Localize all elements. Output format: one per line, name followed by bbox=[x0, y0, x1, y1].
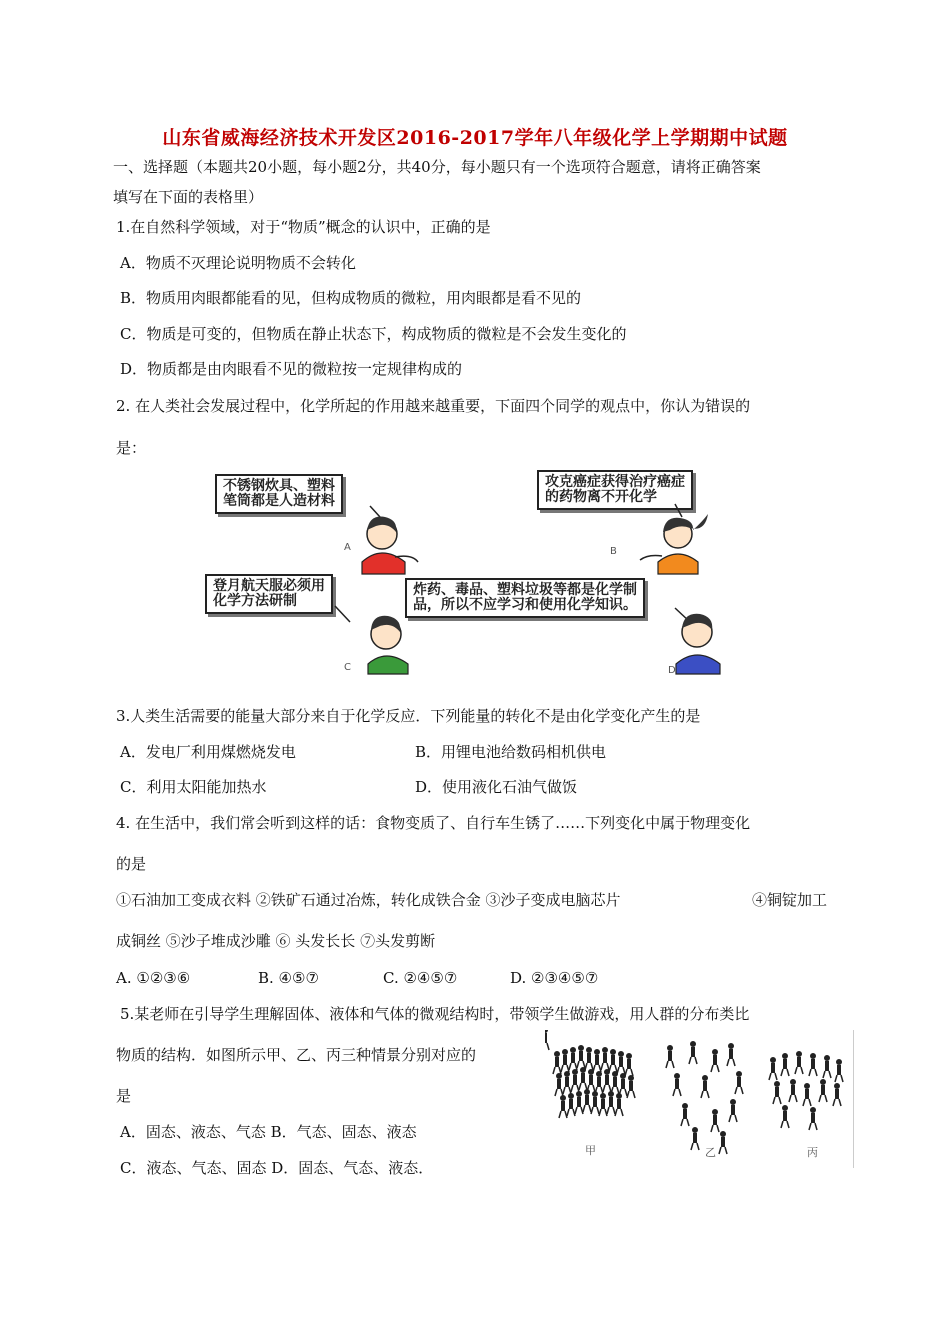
q4-option-d: D. ②③④⑤⑦ bbox=[510, 969, 599, 987]
q4-items-line1-end: ④铜锭加工 bbox=[752, 891, 828, 909]
student-b-figure bbox=[640, 504, 708, 574]
q1-option-d: D．物质都是由肉眼看不见的微粒按一定规律构成的 bbox=[120, 360, 463, 378]
speech-bubble-d: 炸药、毒品、塑料垃圾等都是化学制 品，所以不应学习和使用化学知识。 bbox=[405, 578, 645, 618]
label-a: A bbox=[344, 542, 351, 553]
student-a-figure bbox=[362, 506, 418, 574]
q3-option-d: D．使用液化石油气做饭 bbox=[415, 778, 578, 796]
q4-stem-line1: 4. 在生活中，我们常会听到这样的话：食物变质了、自行车生锈了……下列变化中属于物理变化 bbox=[116, 814, 751, 832]
q4-option-a: A. ①②③⑥ bbox=[116, 969, 191, 987]
q2-stem-line2: 是： bbox=[116, 439, 147, 457]
label-d: D bbox=[668, 665, 676, 676]
q3-option-a: A．发电厂利用煤燃烧发电 bbox=[120, 743, 296, 761]
q5-stem-line3: 是 bbox=[116, 1087, 132, 1105]
q1-option-b: B．物质用肉眼都能看的见，但构成物质的微粒，用肉眼都是看不见的 bbox=[120, 289, 582, 307]
section-heading-line1: 一、选择题（本题共20小题，每小题2分，共40分，每小题只有一个选项符合题意，请将正确答案 bbox=[113, 158, 761, 176]
speech-bubble-b: 攻克癌症获得治疗癌症 的药物离不开化学 bbox=[537, 470, 693, 510]
page-title: 山东省威海经济技术开发区2016-2017学年八年级化学上学期期中试题 bbox=[162, 127, 788, 149]
q1-option-a: A．物质不灭理论说明物质不会转化 bbox=[120, 254, 356, 272]
speech-bubble-c: 登月航天服必须用 化学方法研制 bbox=[205, 574, 333, 614]
q1-stem: 1.在自然科学领域，对于“物质”概念的认识中，正确的是 bbox=[116, 218, 491, 236]
q5-figure bbox=[545, 1030, 854, 1168]
crowd-yi bbox=[666, 1041, 743, 1154]
q4-stem-line2: 的是 bbox=[116, 855, 147, 873]
q3-stem: 3.人类生活需要的能量大部分来自于化学反应．下列能量的转化不是由化学变化产生的是 bbox=[116, 707, 701, 725]
label-b: B bbox=[610, 546, 617, 557]
q4-option-b: B. ④⑤⑦ bbox=[258, 969, 319, 987]
label-jia: 甲 bbox=[585, 1144, 596, 1157]
label-bing: 丙 bbox=[807, 1146, 818, 1159]
crowd-bing bbox=[769, 1051, 843, 1130]
section-heading-line2: 填写在下面的表格里） bbox=[113, 188, 264, 206]
q4-items-line2: 成铜丝 ⑤沙子堆成沙雕 ⑥ 头发长长 ⑦头发剪断 bbox=[116, 932, 436, 950]
q1-option-c: C．物质是可变的，但物质在静止状态下，构成物质的微粒是不会发生变化的 bbox=[120, 325, 627, 343]
q2-figure bbox=[200, 462, 760, 680]
q5-stem-line1: 5.某老师在引导学生理解固体、液体和气体的微观结构时，带领学生做游戏，用人群的分布类比 bbox=[120, 1005, 750, 1023]
crowd-jia bbox=[545, 1030, 635, 1118]
q5-stem-line2: 物质的结构．如图所示甲、乙、丙三种情景分别对应的 bbox=[116, 1046, 477, 1064]
q5-options-row2: C．液态、气态、固态 D．固态、气态、液态． bbox=[120, 1159, 434, 1177]
label-yi: 乙 bbox=[705, 1146, 716, 1159]
q3-option-c: C．利用太阳能加热水 bbox=[120, 778, 267, 796]
student-d-figure bbox=[675, 608, 720, 674]
q4-option-c: C. ②④⑤⑦ bbox=[383, 969, 458, 987]
label-c: C bbox=[344, 662, 351, 673]
q2-stem-line1: 2. 在人类社会发展过程中，化学所起的作用越来越重要，下面四个同学的观点中，你认为错误的 bbox=[116, 397, 751, 415]
speech-bubble-a: 不锈钢炊具、塑料 笔筒都是人造材料 bbox=[215, 474, 343, 514]
q5-options-row1: A．固态、液态、气态 B．气态、固态、液态 bbox=[120, 1123, 417, 1141]
student-illustrations bbox=[200, 462, 760, 680]
q4-items-line1: ①石油加工变成衣料 ②铁矿石通过冶炼，转化成铁合金 ③沙子变成电脑芯片 bbox=[116, 891, 621, 909]
q3-option-b: B．用锂电池给数码相机供电 bbox=[415, 743, 607, 761]
